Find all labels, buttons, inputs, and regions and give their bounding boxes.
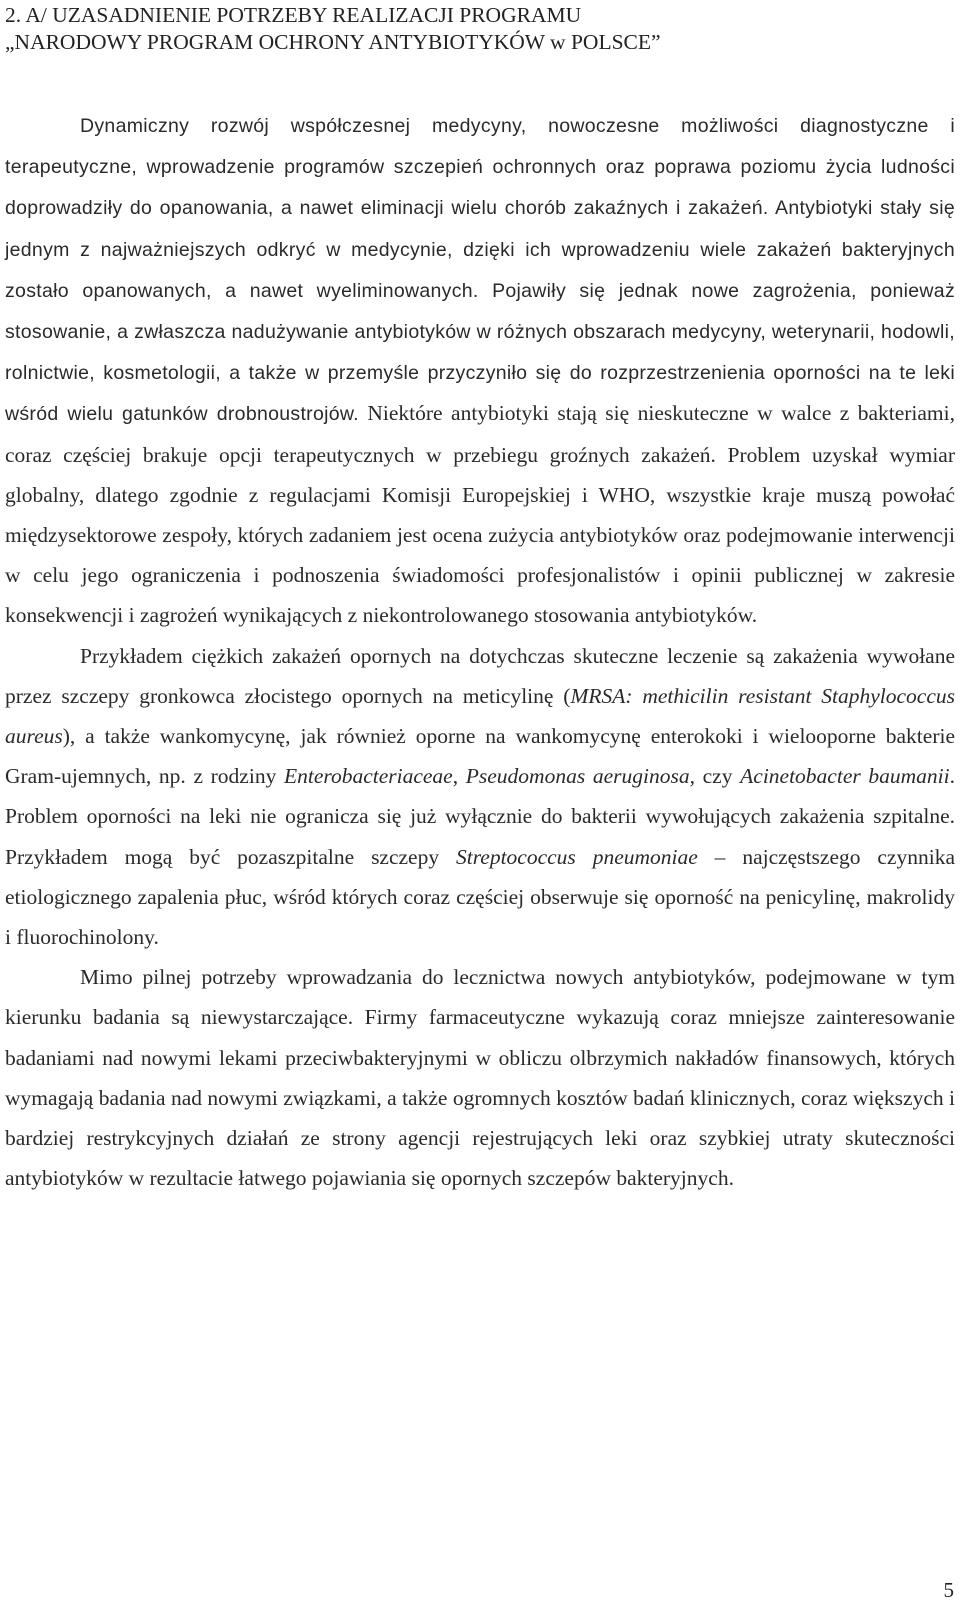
paragraph-2-italic-mrsa: MRSA: methicilin resistant Staphylococcus aureus (5, 683, 955, 749)
paragraph-2-italic-acinetobacter: Acinetobacter baumanii (740, 764, 950, 789)
paragraph-2-text-k: – najczęstszego czynnika etiologicznego zapalenia płuc, wśród których coraz częściej obserwuje się oporność na penicylinę, makrolidy i fluorochinolony. (5, 844, 955, 950)
paragraph-2-text-a: Przykładem ciężkich zakażeń opornych na dotychczas skuteczne leczenie są zakażenia wywołane przez szczepy gronkowca złocistego opornych na meticylinę ( (5, 643, 955, 708)
paragraph-2-italic-pseudomonas: Pseudomonas aeruginosa (465, 764, 690, 789)
section-heading (5, 2, 935, 56)
paragraph-2 (5, 636, 955, 958)
paragraph-2-italic-streptococcus: Streptococcus pneumoniae (456, 844, 698, 869)
paragraph-2-text-c: ), a także wankomycynę, jak również oporne na wankomycynę enterokoki i wielooporne bakterie Gram-ujemnych, np. z rodziny (5, 724, 955, 789)
paragraph-3: Mimo pilnej potrzeby wprowadzania do lecznictwa nowych antybiotyków, podejmowane w tym kierunku badania są niewystarczające. Firmy farmaceutyczne wykazują coraz mniejsze zainteresowanie badaniami nad nowymi lekami przeciwbakteryjnymi w obliczu olbrzymich nakładów finansowych, których wymagają badania nad nowymi związkami, a także ogromnych kosztów badań klinicznych, coraz większych i bardziej restrykcyjnych działań ze strony agencji rejestrujących leki oraz szybkiej utraty skuteczności antybiotyków w rezultacie łatwego pojawiania się opornych szczepów bakteryjnych. (5, 965, 955, 1191)
body-text (5, 105, 955, 1198)
paragraph-1-sans-part: Dynamiczny rozwój współczesnej medycyny, nowoczesne możliwości diagnostyczne i terapeutyczne, wprowadzenie programów szczepień ochronnych oraz poprawa poziomu życia ludności doprowadziły do opanowania, a nawet eliminacji wielu chorób zakaźnych i zakażeń. Antybiotyki stały się jednym z najważniejszych odkryć w medycynie, dzięki ich wprowadzeniu wiele zakażeń bakteryjnych zostało opanowanych, a nawet wyeliminowanych. Pojawiły się jednak nowe zagrożenia, ponieważ stosowanie, a zwłaszcza nadużywanie antybiotyków w różnych obszarach medycyny, weterynarii, hodowli, rolnictwie, kosmetologii, a także w przemyśle przyczyniło się do rozprzestrzenienia oporności na te leki wśród wielu gatunków drobnoustrojów. (5, 115, 955, 426)
page-number: 5 (943, 1578, 954, 1602)
paragraph-1-serif-part: Niektóre antybiotyki stają się nieskuteczne w walce z bakteriami, coraz częściej brakuje opcji terapeutycznych w przebiegu groźnych zakażeń. Problem uzyskał wymiar globalny, dlatego zgodnie z regulacjami Komisji Europejskiej i WHO, wszystkie kraje muszą powołać międzysektorowe zespoły, których zadaniem jest ocena zużycia antybiotyków oraz podejmowanie interwencji w celu jego ograniczenia i podnoszenia świadomości profesjonalistów i opinii publicznej w zakresie konsekwencji i zagrożeń wynikających z niekontrolowanego stosowania antybiotyków. (5, 401, 955, 628)
heading-line-2: „NARODOWY PROGRAM OCHRONY ANTYBIOTYKÓW w POLSCE” (5, 30, 661, 54)
heading-line-1: 2. A/ UZASADNIENIE POTRZEBY REALIZACJI PROGRAMU (5, 3, 582, 27)
paragraph-2-text-i: . Problem oporności na leki nie ogranicza się już wyłącznie do bakterii wywołujących zakażenia szpitalne. Przykładem mogą być pozaszpitalne szczepy (5, 764, 955, 869)
paragraph-2-italic-enterobacteriaceae: Enterobacteriaceae (283, 764, 453, 789)
paragraph-2-text-g: , czy (689, 764, 741, 789)
paragraph-1 (5, 105, 955, 636)
paragraph-2-text-e: , (452, 764, 466, 789)
